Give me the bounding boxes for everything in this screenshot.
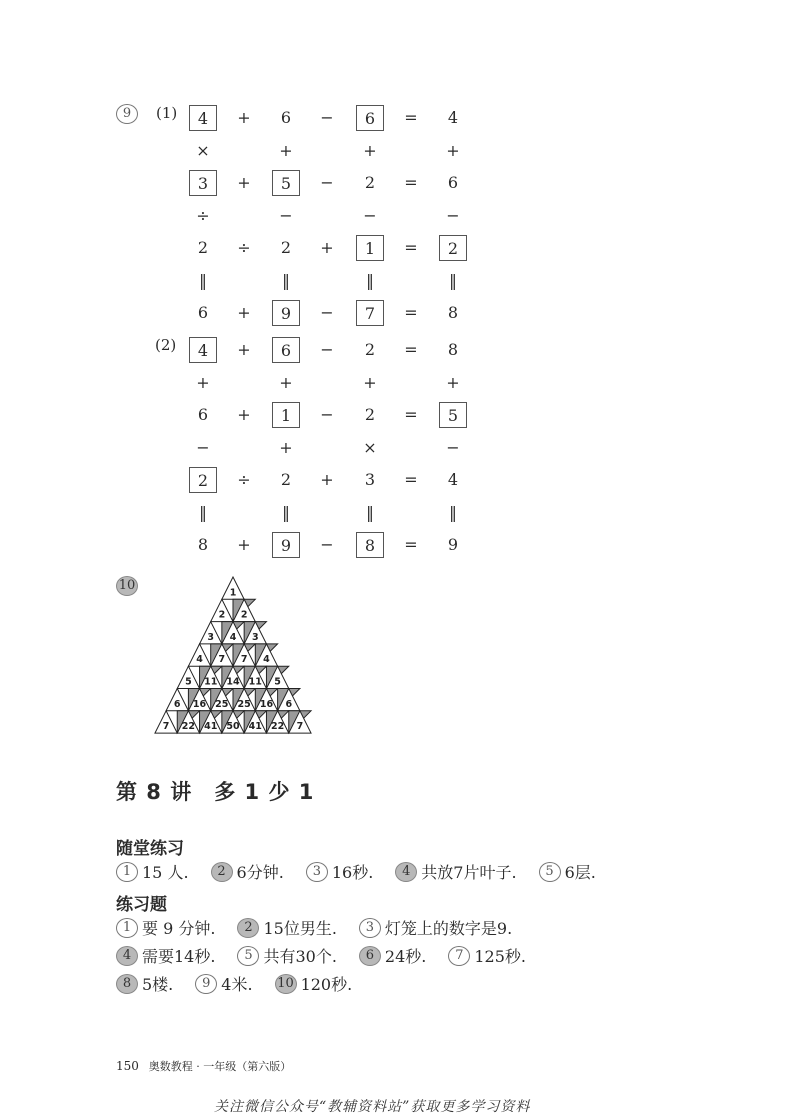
grid-cell-p1-r6-c5: =	[404, 303, 418, 322]
answer-number-1: 1	[116, 918, 138, 938]
grid-cell-p2-r2-c5: =	[404, 405, 418, 424]
grid-cell-p1-r4-c1: ÷	[237, 238, 251, 257]
part-1-label: (1)	[156, 104, 178, 122]
answer-box-p1-r4-c4: 1	[356, 235, 384, 261]
grid-cell-p2-r6-c6: 9	[447, 535, 459, 554]
answer-number-1: 1	[116, 862, 138, 882]
answer-number-3: 3	[306, 862, 328, 882]
triangle-number: 41	[204, 721, 218, 733]
answer-box-p2-r0-c2: 6	[272, 337, 300, 363]
answer-number-7: 7	[448, 946, 470, 966]
grid-cell-p1-r2-c4: 2	[364, 173, 376, 192]
triangle-number: 1	[229, 587, 237, 599]
watermark-text: 关注微信公众号“教辅资料站”获取更多学习资料	[214, 1099, 531, 1115]
triangle-number: 4	[196, 654, 203, 666]
triangle-number: 2	[218, 609, 226, 621]
triangle-number: 4	[229, 631, 237, 643]
grid-cell-p1-r6-c3: −	[320, 303, 334, 322]
grid-cell-p2-r4-c3: +	[320, 470, 334, 489]
answer-text-2: 15位男生.	[263, 919, 337, 938]
answer-text-5: 6层.	[564, 863, 596, 882]
grid-cell-p1-r1-c2: +	[279, 140, 293, 160]
answer-box-p2-r0-c0: 4	[189, 337, 217, 363]
practice-answers	[116, 860, 618, 883]
exercises-title: 练习题	[116, 895, 167, 915]
answer-number-2: 2	[237, 918, 259, 938]
grid-cell-p1-r0-c6: 4	[447, 108, 459, 127]
triangle-number: 6	[173, 698, 181, 710]
footer	[116, 1058, 291, 1074]
triangle-number: 6	[285, 698, 293, 710]
grid-cell-p2-r0-c5: =	[404, 340, 418, 359]
grid-cell-p2-r0-c1: +	[237, 340, 251, 359]
grid-cell-p1-r3-c4: −	[363, 205, 377, 225]
answer-box-p1-r6-c4: 7	[356, 300, 384, 326]
grid-cell-p1-r0-c3: −	[320, 108, 334, 127]
grid-cell-p1-r6-c0: 6	[197, 303, 209, 322]
grid-cell-p2-r3-c4: ×	[363, 437, 377, 457]
practice-title: 随堂练习	[116, 839, 184, 859]
grid-cell-p1-r2-c5: =	[404, 173, 418, 192]
grid-cell-p1-r0-c2: 6	[280, 108, 292, 127]
answer-text-4: 需要14秒.	[142, 947, 216, 966]
grid-cell-p2-r3-c2: +	[279, 437, 293, 457]
grid-cell-p2-r2-c4: 2	[364, 405, 376, 424]
grid-cell-p1-r1-c4: +	[363, 140, 377, 160]
grid-cell-p1-r2-c6: 6	[447, 173, 459, 192]
question-10-number: 10	[116, 576, 138, 596]
grid-cell-p1-r0-c5: =	[404, 108, 418, 127]
answer-text-3: 16秒.	[331, 863, 374, 882]
grid-cell-p2-r2-c0: 6	[197, 405, 209, 424]
grid-cell-p2-r0-c6: 8	[447, 340, 459, 359]
answer-number-8: 8	[116, 974, 138, 994]
answer-number-4: 4	[395, 862, 417, 882]
question-9-number: 9	[116, 104, 138, 124]
grid-cell-p1-r6-c1: +	[237, 303, 251, 322]
grid-cell-p1-r5-c6: ‖	[449, 270, 457, 290]
grid-cell-p2-r3-c0: −	[196, 437, 210, 457]
page-number: 150	[116, 1059, 139, 1073]
answer-number-4: 4	[116, 946, 138, 966]
grid-cell-p2-r3-c6: −	[446, 437, 460, 457]
grid-cell-p1-r2-c3: −	[320, 173, 334, 192]
answer-text-5: 共有30个.	[263, 947, 337, 966]
answer-number-9: 9	[195, 974, 217, 994]
answer-number-5: 5	[237, 946, 259, 966]
triangle-number: 50	[226, 721, 240, 733]
triangle-number: 7	[218, 654, 226, 666]
grid-cell-p1-r6-c6: 8	[447, 303, 459, 322]
grid-cell-p2-r5-c4: ‖	[366, 502, 374, 522]
grid-cell-p1-r3-c2: −	[279, 205, 293, 225]
grid-cell-p2-r4-c6: 4	[447, 470, 459, 489]
answer-text-4: 共放7片叶子.	[421, 863, 517, 882]
grid-cell-p2-r4-c4: 3	[364, 470, 376, 489]
triangle-number: 7	[296, 721, 304, 733]
triangle-number: 25	[215, 698, 229, 710]
exercise-line	[116, 944, 548, 967]
grid-cell-p2-r2-c1: +	[237, 405, 251, 424]
answer-box-p1-r2-c2: 5	[272, 170, 300, 196]
grid-cell-p2-r6-c5: =	[404, 535, 418, 554]
grid-cell-p1-r5-c2: ‖	[282, 270, 290, 290]
answer-text-1: 要 9 分钟.	[142, 919, 216, 938]
triangle-number: 22	[270, 721, 285, 733]
answer-text-9: 4米.	[221, 975, 253, 994]
answer-box-p1-r0-c4: 6	[356, 105, 384, 131]
grid-cell-p2-r5-c0: ‖	[199, 502, 207, 522]
answer-text-6: 24秒.	[384, 947, 427, 966]
triangle-number: 5	[185, 676, 192, 688]
triangle-number: 22	[181, 721, 196, 733]
answer-text-2: 6分钟.	[236, 863, 284, 882]
triangle-number: 16	[259, 698, 274, 710]
triangle-number: 7	[162, 721, 170, 733]
answer-number-6: 6	[359, 946, 381, 966]
grid-cell-p2-r2-c3: −	[320, 405, 334, 424]
answer-box-p2-r2-c2: 1	[272, 402, 300, 428]
grid-cell-p1-r4-c5: =	[404, 238, 418, 257]
triangle-number: 25	[237, 698, 251, 710]
triangle-number: 3	[251, 631, 259, 643]
grid-cell-p2-r1-c6: +	[446, 372, 460, 392]
exercise-line	[116, 916, 534, 939]
triangle-number: 7	[240, 654, 248, 666]
grid-cell-p1-r1-c6: +	[446, 140, 460, 160]
triangle-number: 11	[248, 676, 262, 688]
lesson-title: 第 8 讲 多 1 少 1	[116, 780, 315, 804]
triangle-number: 41	[248, 721, 262, 733]
grid-cell-p2-r1-c4: +	[363, 372, 377, 392]
grid-cell-p1-r1-c0: ×	[196, 140, 210, 160]
grid-cell-p1-r5-c4: ‖	[366, 270, 374, 290]
grid-cell-p2-r6-c0: 8	[197, 535, 209, 554]
triangle-number: 3	[207, 631, 215, 643]
answer-box-p1-r0-c0: 4	[189, 105, 217, 131]
grid-cell-p2-r4-c1: ÷	[237, 470, 251, 489]
answer-text-10: 120秒.	[300, 975, 353, 994]
answer-number-3: 3	[359, 918, 381, 938]
triangle-number: 11	[204, 676, 218, 688]
grid-cell-p1-r4-c3: +	[320, 238, 334, 257]
grid-cell-p2-r5-c2: ‖	[282, 502, 290, 522]
triangle-number: 16	[192, 698, 207, 710]
book-title: 奥数教程 · 一年级（第六版）	[148, 1060, 292, 1073]
grid-cell-p2-r4-c5: =	[404, 470, 418, 489]
answer-number-10: 10	[275, 974, 297, 994]
grid-cell-p2-r0-c4: 2	[364, 340, 376, 359]
grid-cell-p2-r6-c3: −	[320, 535, 334, 554]
answer-text-8: 5楼.	[142, 975, 174, 994]
triangle-number: 5	[274, 676, 281, 688]
part-2-label: (2)	[155, 336, 177, 354]
answer-text-1: 15 人.	[142, 863, 189, 882]
exercise-line	[116, 972, 374, 995]
grid-cell-p1-r0-c1: +	[237, 108, 251, 127]
answer-box-p2-r4-c0: 2	[189, 467, 217, 493]
answer-number-5: 5	[539, 862, 561, 882]
grid-cell-p2-r1-c2: +	[279, 372, 293, 392]
grid-cell-p1-r5-c0: ‖	[199, 270, 207, 290]
answer-box-p1-r2-c0: 3	[189, 170, 217, 196]
triangle-number: 2	[240, 609, 248, 621]
grid-cell-p2-r1-c0: +	[196, 372, 210, 392]
grid-cell-p2-r6-c1: +	[237, 535, 251, 554]
grid-cell-p1-r2-c1: +	[237, 173, 251, 192]
triangle-number: 4	[263, 654, 270, 666]
answer-text-3: 灯笼上的数字是9.	[384, 919, 513, 938]
grid-cell-p1-r4-c2: 2	[280, 238, 292, 257]
answer-number-2: 2	[211, 862, 233, 882]
grid-cell-p2-r0-c3: −	[320, 340, 334, 359]
grid-cell-p1-r3-c0: ÷	[196, 205, 210, 225]
triangle-number: 14	[226, 676, 240, 688]
answer-text-7: 125秒.	[474, 947, 526, 966]
grid-cell-p1-r4-c0: 2	[197, 238, 209, 257]
answer-box-p1-r6-c2: 9	[272, 300, 300, 326]
answer-box-p2-r6-c4: 8	[356, 532, 384, 558]
answer-box-p2-r2-c6: 5	[439, 402, 467, 428]
number-triangle	[150, 574, 320, 738]
grid-cell-p2-r4-c2: 2	[280, 470, 292, 489]
grid-cell-p1-r3-c6: −	[446, 205, 460, 225]
answer-box-p2-r6-c2: 9	[272, 532, 300, 558]
answer-box-p1-r4-c6: 2	[439, 235, 467, 261]
grid-cell-p2-r5-c6: ‖	[449, 502, 457, 522]
